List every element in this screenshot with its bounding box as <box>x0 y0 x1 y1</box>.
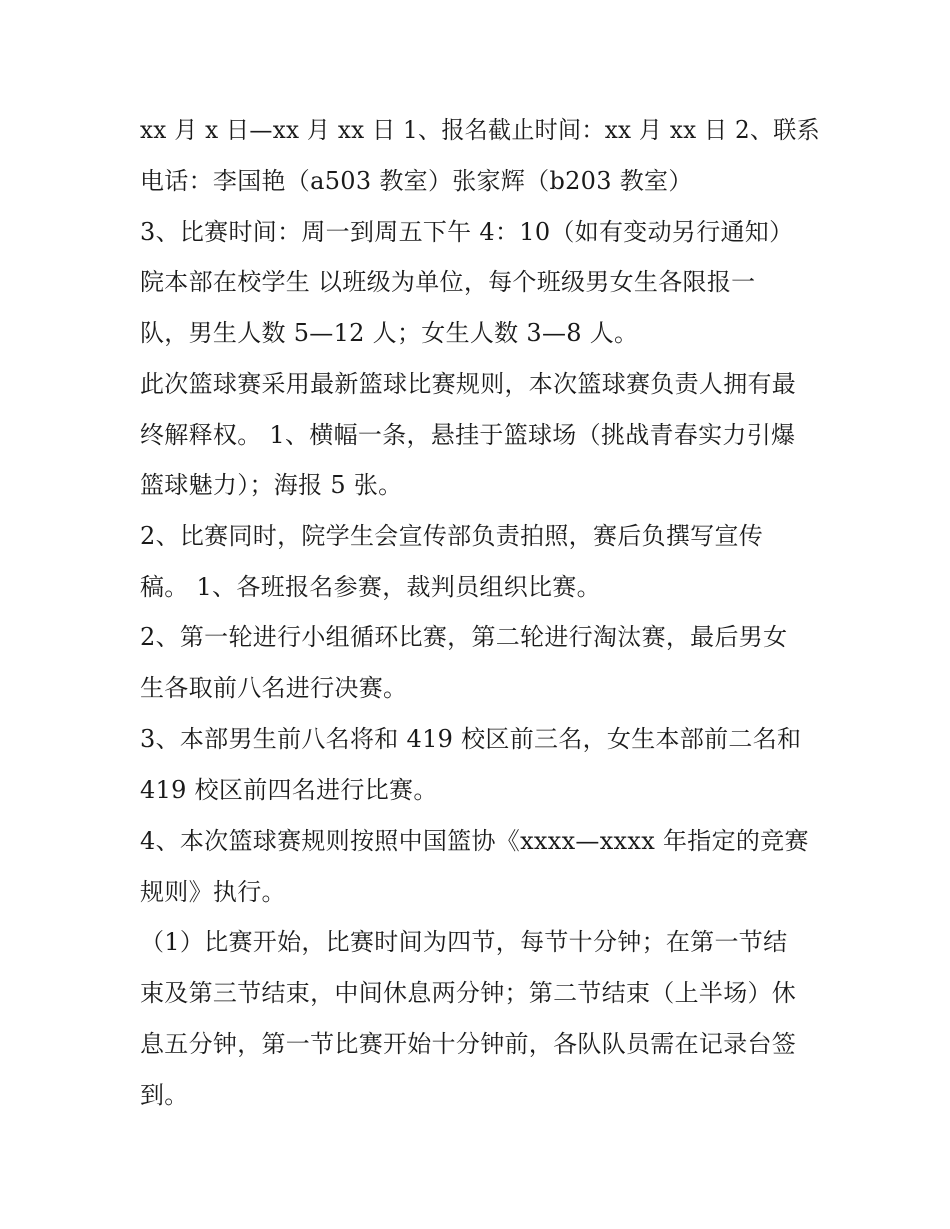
text-line: 终解释权。 1、横幅一条，悬挂于篮球场（挑战青春实力引爆 <box>140 421 796 449</box>
text-line: 院本部在校学生 以班级为单位，每个班级男女生各限报一 <box>140 268 756 296</box>
text-line: xx 月 x 日—xx 月 xx 日 1、报名截止时间：xx 月 xx 日 2、联系 <box>140 116 820 144</box>
text-line: 束及第三节结束，中间休息两分钟；第二节结束（上半场）休 <box>140 979 797 1007</box>
text-line: 4、本次篮球赛规则按照中国篮协《xxxx—xxxx 年指定的竞赛 <box>140 827 809 855</box>
text-line: 生各取前八名进行决赛。 <box>140 674 408 702</box>
text-line: （1）比赛开始，比赛时间为四节，每节十分钟；在第一节结 <box>140 928 788 956</box>
text-line: 2、第一轮进行小组循环比赛，第二轮进行淘汰赛，最后男女 <box>140 623 788 651</box>
text-line: 3、比赛时间：周一到周五下午 4：10（如有变动另行通知） <box>140 218 794 246</box>
text-line: 电话：李国艳（a503 教室）张家辉（b203 教室） <box>140 167 693 195</box>
text-line: 3、本部男生前八名将和 419 校区前三名，女生本部前二名和 <box>140 725 802 753</box>
text-line: 队，男生人数 5—12 人；女生人数 3—8 人。 <box>140 319 639 347</box>
text-line: 此次篮球赛采用最新篮球比赛规则，本次篮球赛负责人拥有最 <box>140 370 797 398</box>
text-line: 息五分钟，第一节比赛开始十分钟前，各队队员需在记录台签 <box>140 1030 797 1058</box>
text-line: 规则》执行。 <box>140 878 286 906</box>
text-line: 稿。 1、各班报名参赛，裁判员组织比赛。 <box>140 573 601 601</box>
text-line: 2、比赛同时，院学生会宣传部负责拍照，赛后负撰写宣传 <box>140 522 764 550</box>
text-line: 419 校区前四名进行比赛。 <box>140 776 438 804</box>
text-line: 到。 <box>140 1081 189 1109</box>
text-line: 篮球魅力）；海报 5 张。 <box>140 471 403 499</box>
